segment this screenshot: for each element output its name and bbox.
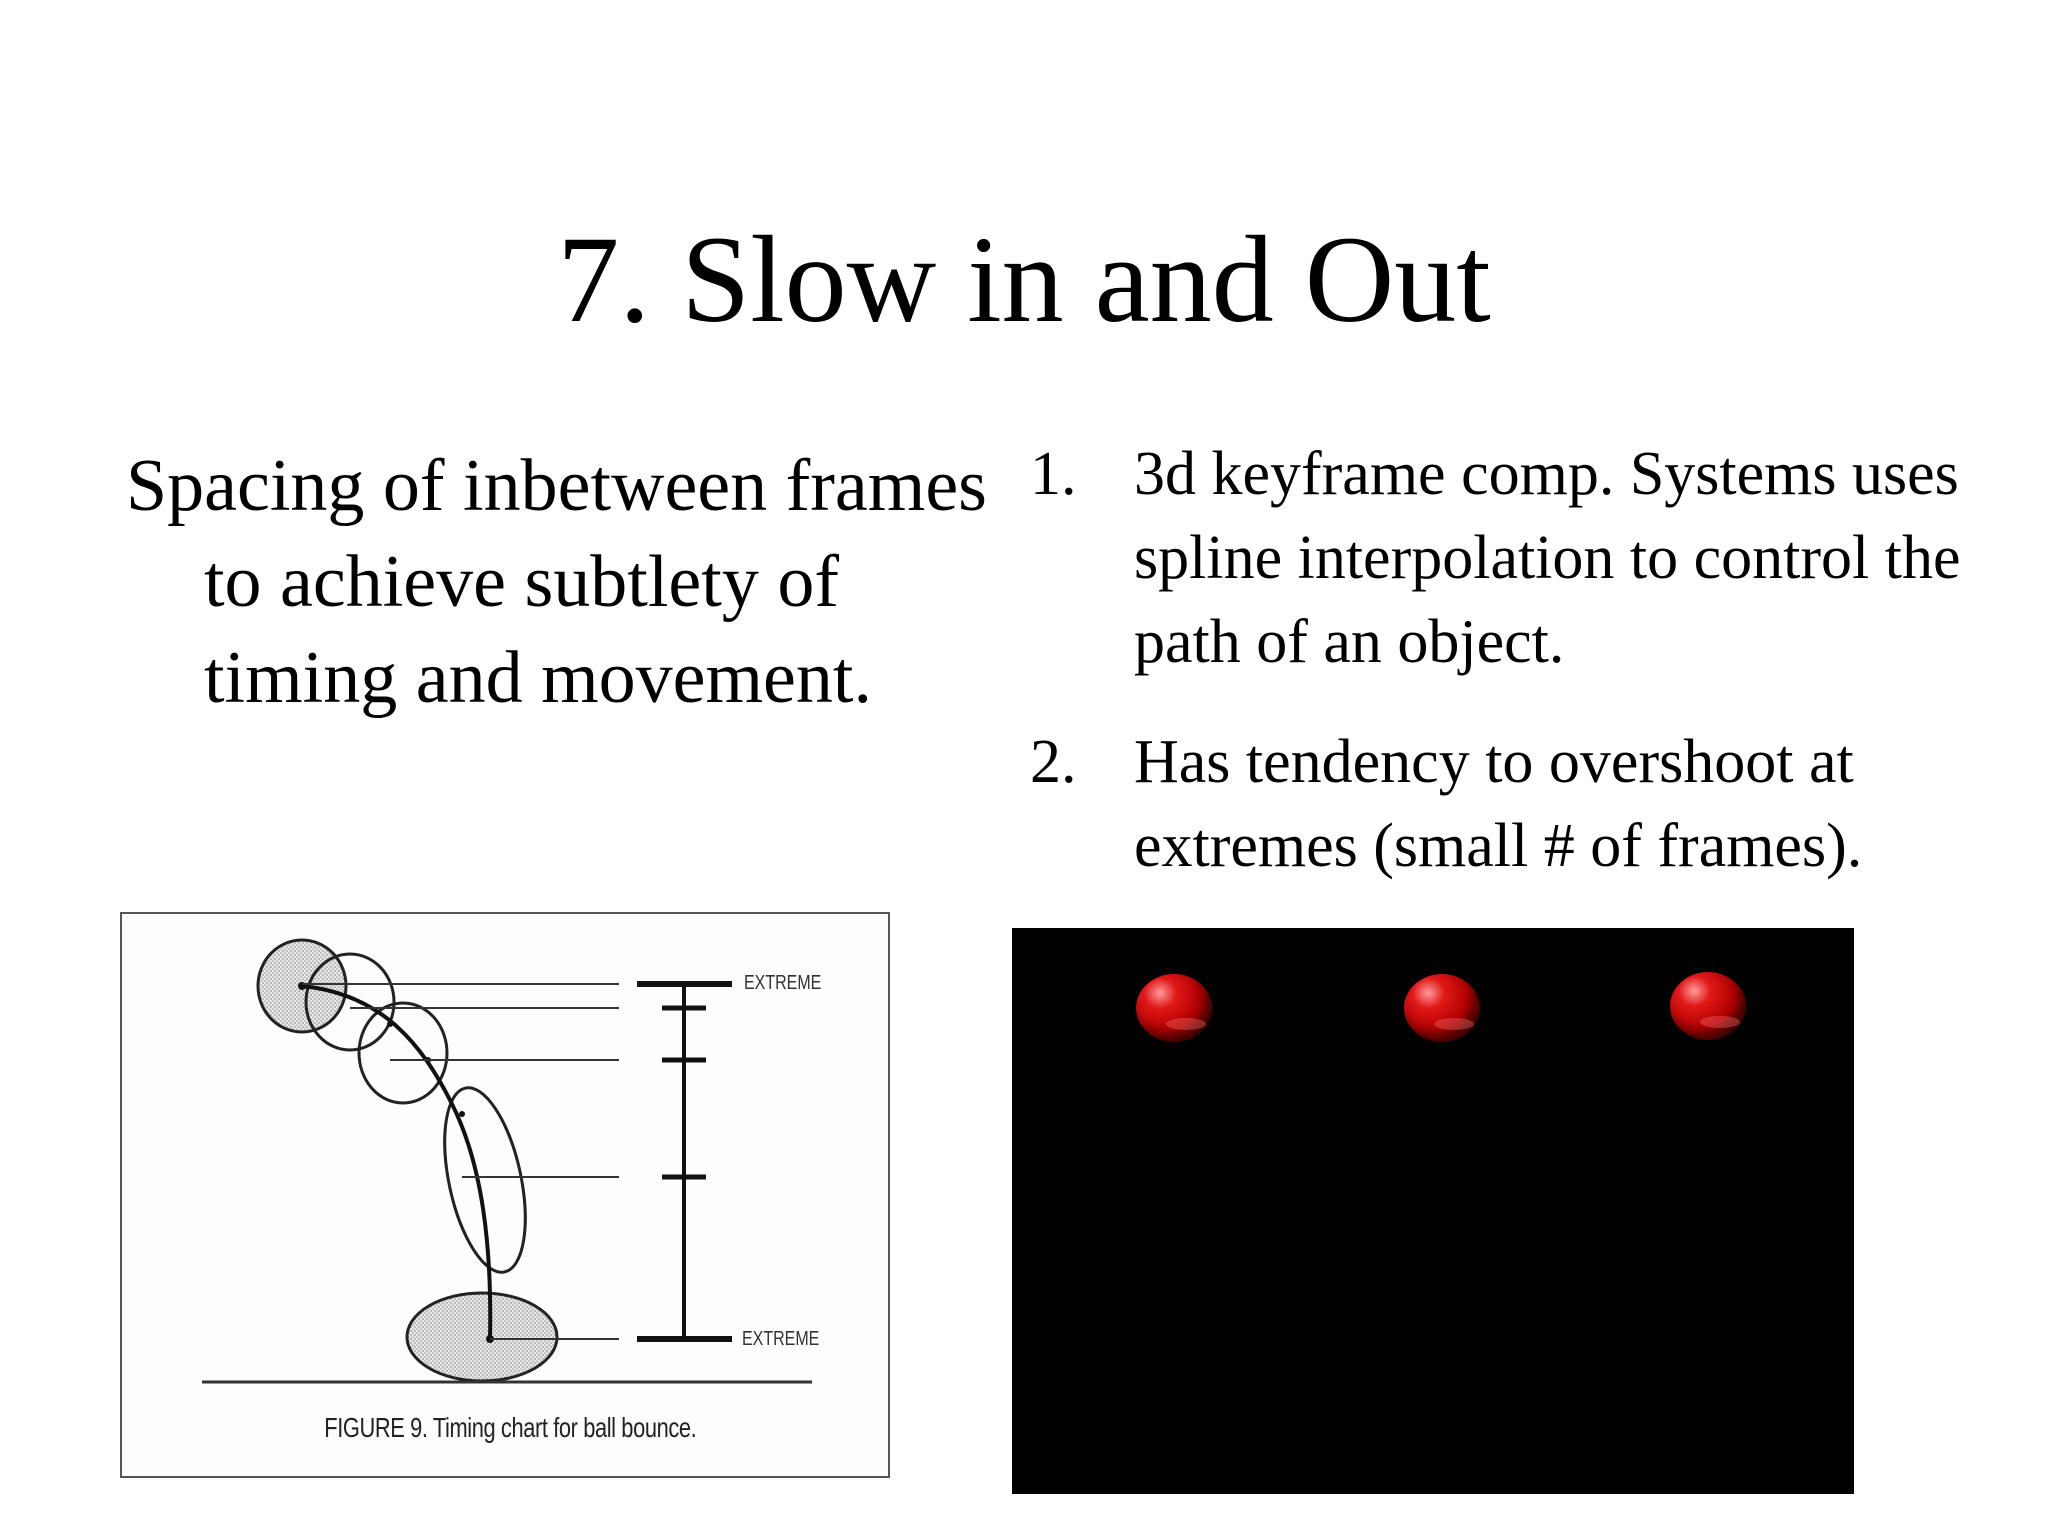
red-ball [1404, 974, 1480, 1042]
red-ball [1670, 972, 1746, 1040]
extreme-label-bottom: EXTREME [742, 1328, 820, 1350]
ball-frame-3 [359, 1003, 447, 1103]
list-item [1030, 432, 2010, 684]
ball-frame-4 [430, 1081, 540, 1280]
slide-title: 7. Slow in and Out [557, 211, 1491, 348]
list-item-text: Has tendency to overshoot at extremes (small # of frames). [1134, 728, 1863, 880]
timing-chart-figure [120, 912, 890, 1478]
figure-caption: FIGURE 9. Timing chart for ball bounce. [324, 1412, 697, 1443]
list-item-number: 1. [1030, 440, 1077, 508]
list-item-number: 2. [1030, 728, 1077, 796]
left-paragraph: Spacing of inbetween frames to achieve subtlety of timing and movement. [126, 445, 987, 719]
timing-chart-drawing [122, 914, 892, 1480]
red-ball [1136, 974, 1212, 1042]
ball-frame-5 [407, 1293, 557, 1381]
extreme-label-top: EXTREME [744, 972, 822, 994]
animation-render [1012, 928, 1854, 1494]
numbered-list [1030, 432, 2010, 924]
list-item-text: 3d keyframe comp. Systems uses spline interpolation to control the path of an object. [1134, 440, 1961, 676]
list-item [1030, 720, 2010, 888]
path-of-action [302, 986, 490, 1339]
